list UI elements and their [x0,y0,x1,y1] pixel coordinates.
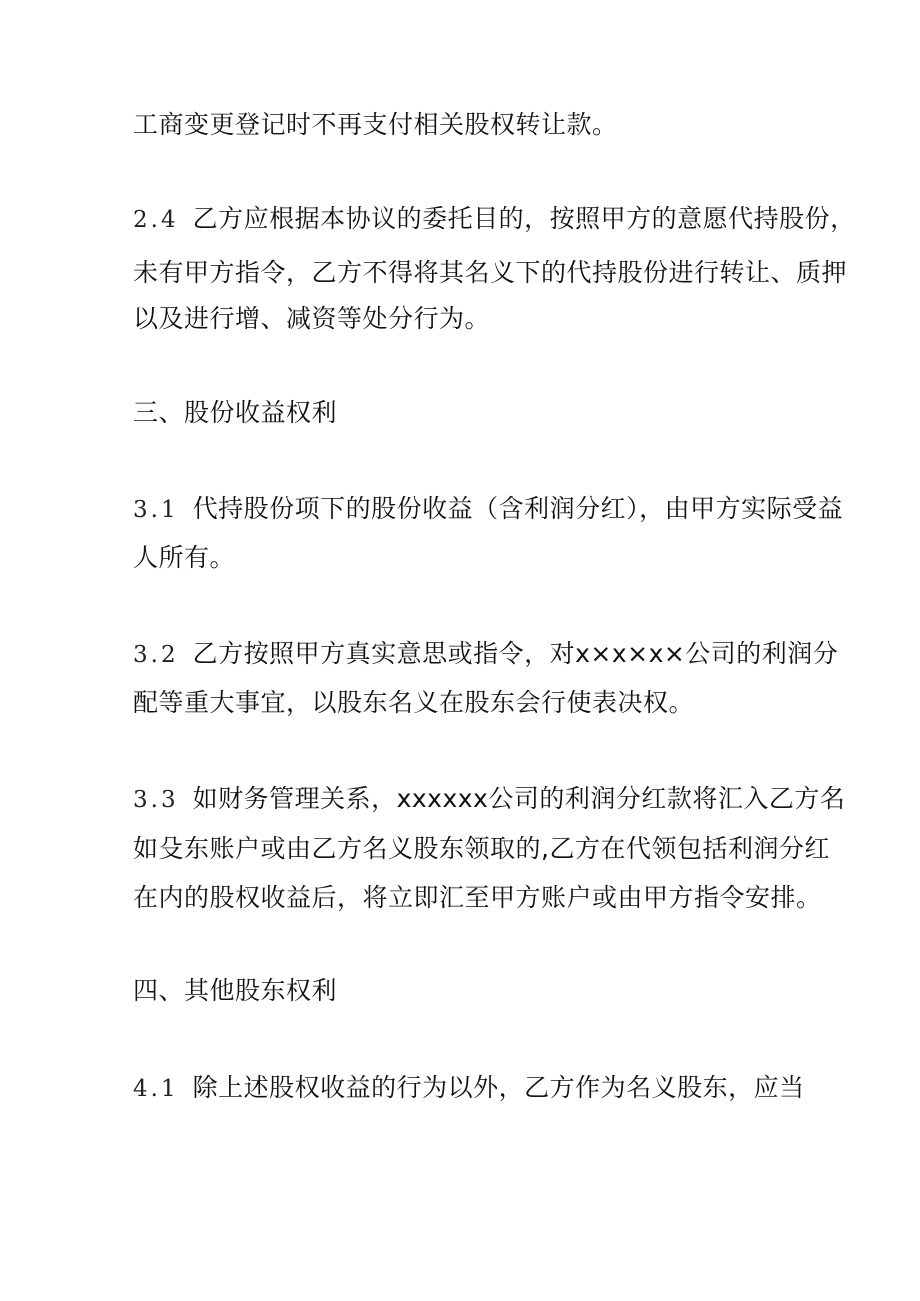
clause-text: 乙方应根据本协议的委托目的，按照甲方的意愿代持股份， [192,204,856,233]
clause-3-1-line-2 [133,541,235,575]
clause-text: 如殳东账户或由乙方名义股东领取的,乙方在代领包括利润分红 [133,834,830,863]
clause-2-4-line-2 [133,256,847,290]
clause-number: 3.3 [133,787,179,813]
clause-2-4-line-1 [133,202,856,237]
clause-2-4-line-3 [133,302,490,336]
clause-number: 4.1 [133,1076,179,1102]
paragraph-text: 工商变更登记时不再支付相关股权转让款。 [133,110,618,139]
clause-number: 3.1 [133,497,179,523]
clause-3-3-line-3 [133,881,822,915]
clause-text: 乙方按照甲方真实意思或指令，对x×x×x×公司的利润分 [192,639,839,668]
section-4-heading [133,974,337,1008]
clause-text: 以及进行增、减资等处分行为。 [133,304,491,333]
clause-number: 3.2 [133,642,179,668]
clause-text: 如财务管理关系，xxxxxx公司的利润分红款将汇入乙方名 [192,784,846,813]
clause-3-2-line-2 [133,686,694,720]
section-heading-text: 四、其他股东权利 [133,976,338,1005]
paragraph-line [133,108,618,142]
clause-3-3-line-1 [133,782,845,817]
clause-text: 在内的股权收益后，将立即汇至甲方账户或由甲方指令安排。 [133,883,822,912]
clause-text: 未有甲方指令，乙方不得将其名义下的代持股份进行转让、质押 [133,258,848,287]
clause-number: 2.4 [133,207,179,233]
clause-4-1-line-1 [133,1071,805,1106]
clause-text: 配等重大事宜，以股东名义在股东会行使表决权。 [133,688,695,717]
clause-text: 代持股份项下的股份收益（含利润分红），由甲方实际受益 [192,494,844,523]
clause-text: 人所有。 [133,543,236,572]
section-3-heading [133,396,337,430]
clause-text: 除上述股权收益的行为以外，乙方作为名义股东，应当 [192,1073,805,1102]
clause-3-3-line-2 [133,832,830,866]
clause-3-2-line-1 [133,637,838,672]
section-heading-text: 三、股份收益权利 [133,398,338,427]
clause-3-1-line-1 [133,492,843,527]
